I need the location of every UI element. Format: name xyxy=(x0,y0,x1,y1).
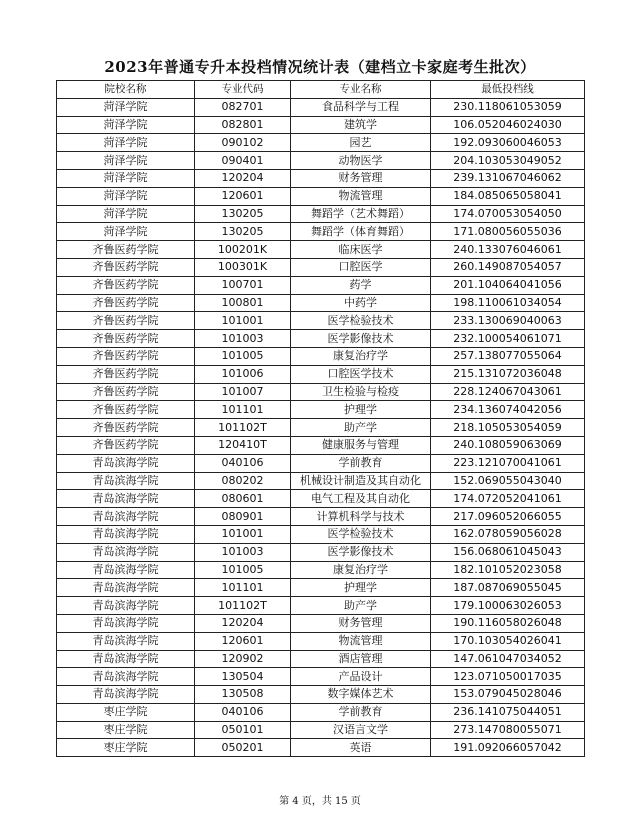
cell-school: 枣庄学院 xyxy=(57,721,195,739)
table-header-row xyxy=(57,81,585,99)
cell-major-code: 101101 xyxy=(195,401,291,419)
cell-school: 齐鲁医药学院 xyxy=(57,347,195,365)
cell-major-name: 护理学 xyxy=(291,401,431,419)
cell-major-name: 康复治疗学 xyxy=(291,347,431,365)
cell-school: 青岛滨海学院 xyxy=(57,543,195,561)
cell-school: 菏泽学院 xyxy=(57,169,195,187)
cell-major-name: 中药学 xyxy=(291,294,431,312)
table-row xyxy=(57,490,585,508)
cell-major-code: 101006 xyxy=(195,365,291,383)
table-row xyxy=(57,508,585,526)
cell-school: 青岛滨海学院 xyxy=(57,579,195,597)
table-row xyxy=(57,703,585,721)
cell-school: 齐鲁医药学院 xyxy=(57,258,195,276)
cell-major-code: 100701 xyxy=(195,276,291,294)
cell-major-name: 园艺 xyxy=(291,134,431,152)
table-row xyxy=(57,294,585,312)
cell-major-name: 建筑学 xyxy=(291,116,431,134)
cell-major-name: 护理学 xyxy=(291,579,431,597)
cell-min-score: 230.118061053059 xyxy=(431,98,585,116)
table-row xyxy=(57,401,585,419)
cell-min-score: 215.131072036048 xyxy=(431,365,585,383)
cell-min-score: 192.093060046053 xyxy=(431,134,585,152)
cell-min-score: 236.141075044051 xyxy=(431,703,585,721)
cell-school: 枣庄学院 xyxy=(57,739,195,757)
table-row xyxy=(57,205,585,223)
table-row xyxy=(57,276,585,294)
cell-school: 齐鲁医药学院 xyxy=(57,419,195,437)
page-footer: 第 4 页，共 15 页 xyxy=(279,796,361,807)
cell-school: 青岛滨海学院 xyxy=(57,454,195,472)
table-row xyxy=(57,241,585,259)
table-row xyxy=(57,668,585,686)
cell-major-name: 康复治疗学 xyxy=(291,561,431,579)
cell-major-name: 财务管理 xyxy=(291,169,431,187)
cell-min-score: 239.131067046062 xyxy=(431,169,585,187)
cell-major-code: 090102 xyxy=(195,134,291,152)
cell-min-score: 123.071050017035 xyxy=(431,668,585,686)
cell-major-code: 120204 xyxy=(195,614,291,632)
cell-min-score: 233.130069040063 xyxy=(431,312,585,330)
table-row xyxy=(57,543,585,561)
table-row xyxy=(57,152,585,170)
cell-major-name: 学前教育 xyxy=(291,703,431,721)
table-row xyxy=(57,454,585,472)
cell-min-score: 201.104064041056 xyxy=(431,276,585,294)
cell-major-code: 120902 xyxy=(195,650,291,668)
cell-major-code: 100301K xyxy=(195,258,291,276)
cell-min-score: 190.116058026048 xyxy=(431,614,585,632)
cell-school: 菏泽学院 xyxy=(57,152,195,170)
table-row xyxy=(57,686,585,704)
cell-major-code: 040106 xyxy=(195,454,291,472)
table-row xyxy=(57,223,585,241)
cell-major-code: 130508 xyxy=(195,686,291,704)
table-row xyxy=(57,116,585,134)
cell-min-score: 218.105053054059 xyxy=(431,419,585,437)
cell-school: 青岛滨海学院 xyxy=(57,632,195,650)
cell-major-code: 120410T xyxy=(195,436,291,454)
cell-major-code: 050201 xyxy=(195,739,291,757)
cell-major-code: 050101 xyxy=(195,721,291,739)
cell-min-score: 257.138077055064 xyxy=(431,347,585,365)
cell-min-score: 260.149087054057 xyxy=(431,258,585,276)
cell-major-code: 101007 xyxy=(195,383,291,401)
cell-major-name: 医学影像技术 xyxy=(291,543,431,561)
cell-min-score: 191.092066057042 xyxy=(431,739,585,757)
cell-major-code: 082701 xyxy=(195,98,291,116)
cell-min-score: 217.096052066055 xyxy=(431,508,585,526)
cell-major-code: 101005 xyxy=(195,347,291,365)
table-row xyxy=(57,330,585,348)
cell-major-name: 健康服务与管理 xyxy=(291,436,431,454)
cell-major-code: 120601 xyxy=(195,632,291,650)
table-row xyxy=(57,169,585,187)
table-row xyxy=(57,739,585,757)
cell-major-name: 助产学 xyxy=(291,419,431,437)
cell-min-score: 174.072052041061 xyxy=(431,490,585,508)
cell-min-score: 223.121070041061 xyxy=(431,454,585,472)
table-row xyxy=(57,347,585,365)
table-row xyxy=(57,579,585,597)
cell-min-score: 156.068061045043 xyxy=(431,543,585,561)
cell-major-name: 物流管理 xyxy=(291,187,431,205)
cell-min-score: 162.078059056028 xyxy=(431,525,585,543)
cell-school: 菏泽学院 xyxy=(57,98,195,116)
cell-major-code: 080901 xyxy=(195,508,291,526)
cell-school: 齐鲁医药学院 xyxy=(57,365,195,383)
cell-major-name: 卫生检验与检疫 xyxy=(291,383,431,401)
cell-school: 菏泽学院 xyxy=(57,116,195,134)
table-row xyxy=(57,419,585,437)
table-row xyxy=(57,258,585,276)
cell-min-score: 232.100054061071 xyxy=(431,330,585,348)
table-row xyxy=(57,721,585,739)
table-row xyxy=(57,187,585,205)
cell-major-name: 药学 xyxy=(291,276,431,294)
cell-school: 青岛滨海学院 xyxy=(57,597,195,615)
cell-min-score: 273.147080055071 xyxy=(431,721,585,739)
table-row xyxy=(57,436,585,454)
cell-major-code: 101102T xyxy=(195,419,291,437)
cell-school: 菏泽学院 xyxy=(57,205,195,223)
cell-major-name: 舞蹈学（艺术舞蹈） xyxy=(291,205,431,223)
cell-major-name: 财务管理 xyxy=(291,614,431,632)
cell-major-code: 130205 xyxy=(195,223,291,241)
cell-school: 青岛滨海学院 xyxy=(57,614,195,632)
cell-min-score: 147.061047034052 xyxy=(431,650,585,668)
cell-major-code: 130504 xyxy=(195,668,291,686)
cell-min-score: 187.087069055045 xyxy=(431,579,585,597)
cell-major-name: 汉语言文学 xyxy=(291,721,431,739)
cell-min-score: 240.133076046061 xyxy=(431,241,585,259)
cell-school: 菏泽学院 xyxy=(57,134,195,152)
cell-school: 青岛滨海学院 xyxy=(57,668,195,686)
cell-major-name: 物流管理 xyxy=(291,632,431,650)
table-row xyxy=(57,650,585,668)
table-row xyxy=(57,98,585,116)
table-row xyxy=(57,365,585,383)
cell-school: 齐鲁医药学院 xyxy=(57,436,195,454)
cell-school: 齐鲁医药学院 xyxy=(57,276,195,294)
cell-school: 青岛滨海学院 xyxy=(57,508,195,526)
cell-min-score: 170.103054026041 xyxy=(431,632,585,650)
cell-school: 青岛滨海学院 xyxy=(57,650,195,668)
cell-major-code: 082801 xyxy=(195,116,291,134)
cell-major-code: 120204 xyxy=(195,169,291,187)
cell-major-name: 机械设计制造及其自动化 xyxy=(291,472,431,490)
cell-min-score: 153.079045028046 xyxy=(431,686,585,704)
cell-school: 青岛滨海学院 xyxy=(57,686,195,704)
cell-min-score: 240.108059063069 xyxy=(431,436,585,454)
cell-major-name: 食品科学与工程 xyxy=(291,98,431,116)
cell-min-score: 171.080056055036 xyxy=(431,223,585,241)
cell-school: 菏泽学院 xyxy=(57,187,195,205)
header-major-name: 专业名称 xyxy=(291,81,431,99)
cell-min-score: 234.136074042056 xyxy=(431,401,585,419)
cell-major-code: 080202 xyxy=(195,472,291,490)
cell-major-name: 医学检验技术 xyxy=(291,525,431,543)
cell-major-code: 101005 xyxy=(195,561,291,579)
cell-school: 青岛滨海学院 xyxy=(57,561,195,579)
cell-school: 青岛滨海学院 xyxy=(57,490,195,508)
header-major-code: 专业代码 xyxy=(195,81,291,99)
header-min-score: 最低投档线 xyxy=(431,81,585,99)
cell-school: 齐鲁医药学院 xyxy=(57,401,195,419)
cell-min-score: 198.110061034054 xyxy=(431,294,585,312)
cell-school: 菏泽学院 xyxy=(57,223,195,241)
cell-min-score: 179.100063026053 xyxy=(431,597,585,615)
admission-table xyxy=(56,80,585,757)
cell-major-name: 电气工程及其自动化 xyxy=(291,490,431,508)
cell-min-score: 182.101052023058 xyxy=(431,561,585,579)
cell-major-name: 数字媒体艺术 xyxy=(291,686,431,704)
cell-school: 枣庄学院 xyxy=(57,703,195,721)
cell-major-code: 101003 xyxy=(195,330,291,348)
cell-major-code: 120601 xyxy=(195,187,291,205)
cell-major-code: 101101 xyxy=(195,579,291,597)
cell-major-name: 口腔医学 xyxy=(291,258,431,276)
cell-major-name: 酒店管理 xyxy=(291,650,431,668)
cell-min-score: 204.103053049052 xyxy=(431,152,585,170)
cell-major-code: 080601 xyxy=(195,490,291,508)
cell-major-name: 产品设计 xyxy=(291,668,431,686)
cell-min-score: 152.069055043040 xyxy=(431,472,585,490)
cell-school: 齐鲁医药学院 xyxy=(57,294,195,312)
cell-major-code: 040106 xyxy=(195,703,291,721)
cell-major-name: 动物医学 xyxy=(291,152,431,170)
cell-major-code: 100201K xyxy=(195,241,291,259)
header-school: 院校名称 xyxy=(57,81,195,99)
cell-major-code: 101001 xyxy=(195,312,291,330)
table-row xyxy=(57,472,585,490)
cell-major-code: 101003 xyxy=(195,543,291,561)
cell-min-score: 228.124067043061 xyxy=(431,383,585,401)
page-title: 2023年普通专升本投档情况统计表（建档立卡家庭考生批次） xyxy=(104,58,536,76)
table-row xyxy=(57,614,585,632)
table-row xyxy=(57,597,585,615)
table-row xyxy=(57,525,585,543)
cell-major-name: 医学影像技术 xyxy=(291,330,431,348)
cell-major-name: 口腔医学技术 xyxy=(291,365,431,383)
table-row xyxy=(57,561,585,579)
cell-major-code: 130205 xyxy=(195,205,291,223)
cell-major-name: 舞蹈学（体育舞蹈） xyxy=(291,223,431,241)
cell-min-score: 174.070053054050 xyxy=(431,205,585,223)
table-row xyxy=(57,312,585,330)
cell-major-name: 医学检验技术 xyxy=(291,312,431,330)
cell-school: 齐鲁医药学院 xyxy=(57,312,195,330)
cell-school: 青岛滨海学院 xyxy=(57,472,195,490)
cell-major-name: 临床医学 xyxy=(291,241,431,259)
cell-major-name: 学前教育 xyxy=(291,454,431,472)
cell-school: 青岛滨海学院 xyxy=(57,525,195,543)
cell-min-score: 184.085065058041 xyxy=(431,187,585,205)
cell-major-name: 助产学 xyxy=(291,597,431,615)
cell-major-code: 101001 xyxy=(195,525,291,543)
cell-school: 齐鲁医药学院 xyxy=(57,241,195,259)
cell-major-code: 101102T xyxy=(195,597,291,615)
cell-major-code: 090401 xyxy=(195,152,291,170)
cell-major-code: 100801 xyxy=(195,294,291,312)
cell-min-score: 106.052046024030 xyxy=(431,116,585,134)
cell-school: 齐鲁医药学院 xyxy=(57,330,195,348)
table-row xyxy=(57,383,585,401)
table-row xyxy=(57,632,585,650)
cell-school: 齐鲁医药学院 xyxy=(57,383,195,401)
cell-major-name: 计算机科学与技术 xyxy=(291,508,431,526)
cell-major-name: 英语 xyxy=(291,739,431,757)
table-row xyxy=(57,134,585,152)
table-body xyxy=(57,98,585,756)
